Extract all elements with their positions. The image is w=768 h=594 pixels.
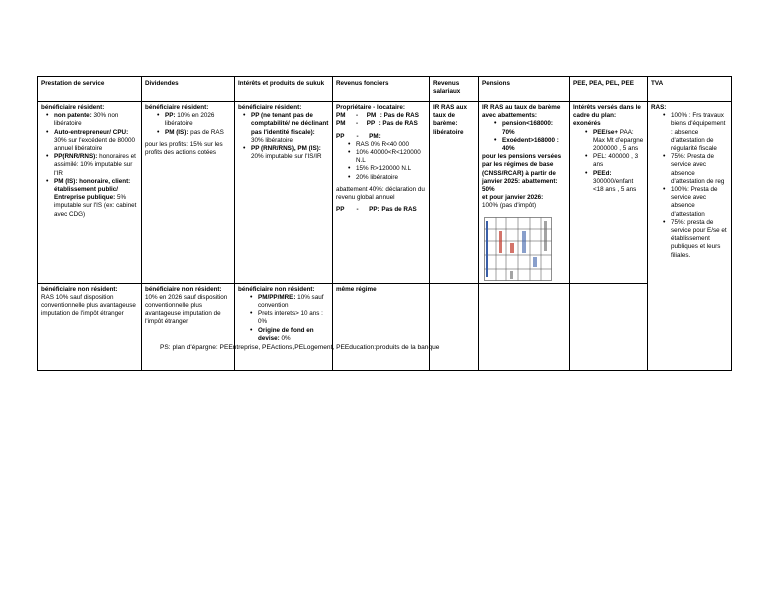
header-dividendes: Dividendes [142,77,235,102]
cell-title: bénéficiaire non résident: [145,285,222,293]
cell-interets-resident [235,102,333,284]
cell-title: Intérêts versés dans le cadre du plan: exonérés [573,104,641,128]
tax-table [37,76,732,371]
cell-title: bénéficiaire résident: [145,104,209,111]
cell-interets-nonresident [235,283,333,370]
list-item: • non patente: 30% non libératoire [54,112,138,128]
embedded-table-graphic [484,217,552,281]
list-item: • PP (RNR/RNS), PM (IS): 20% imputable sur l'IS/IR [251,145,329,161]
cell-salariaux-nonresident [430,283,479,370]
header-tva: TVA [648,77,732,102]
cell-note: 100% (pas d'impôt) [482,202,537,210]
resident-row [38,102,732,284]
cell-title: bénéficiaire résident: [41,104,105,111]
cell-note: abattement 40%: déclaration du revenu global annuel [336,185,425,202]
cell-note: pour les profits: 15% sur les profits des actions cotées [145,140,223,157]
cell-prestation-resident [38,102,142,284]
cell-title: bénéficiaire non résident: [41,285,118,293]
header-salariaux: Revenus salariaux [430,77,479,102]
list-item: • PEL: 400000 , 3 ans [593,153,644,169]
list-item: • 100% : Frs travaux biens d'équipement : absence d'attestation de régularité fiscale [671,112,728,153]
cell-title: bénéficiaire non résident: [238,285,315,293]
list-item: • PM (IS): honoraire, client: établissement public/ Entreprise publique: 5% imputable sur l'IS (ex: cabinet avec CDG) [54,178,138,219]
cell-dividendes-nonresident [142,283,235,370]
cell-title: IR RAS au taux de barème avec abattements: [482,104,561,120]
cell-title: même régime [336,285,377,293]
cell-text: RAS 10% sauf disposition conventionnelle plus avantageuse imputation de l'impôt étranger [41,293,136,318]
cell-prestation-nonresident [38,283,142,370]
list-item: • PP(RNR/RNS): honoraires et assimilé: 10% imputable sur l'IR [54,153,138,178]
cell-pee-resident [570,102,648,284]
list-item: • 15% R>120000 N.L [356,165,426,173]
header-prestation: Prestation de service [38,77,142,102]
list-item: • PM (IS): pas de RAS [165,129,231,137]
cell-fonciers-resident [333,102,430,284]
cell-title: IR RAS aux taux de barème: libératoire [433,104,467,136]
cell-note: pour les pensions versées par les régimes de base (CNSS/RCAR) à partir de janvier 2025: abattement: 50% [482,153,562,194]
cell-line: PM - PM : Pas de RAS [336,112,419,120]
header-fonciers: Revenus fonciers [333,77,430,102]
embedded-table-image [484,217,552,281]
list-item: • pension<168000: 70% [502,120,566,136]
list-item: • RAS 0% R<40 000 [356,141,426,149]
list-item: • 75%: presta de service pour E/se et établissement publiques et leurs filiales. [671,219,728,260]
cell-text: 10% en 2026 sauf disposition conventionnelle plus avantageuse imputation de l'impôt étranger [145,293,228,326]
footnote: PS: plan d'épargne: PEEntreprise, PEActions,PELogement, PEEducation:produits de la banque [160,344,440,351]
header-pensions: Pensions [479,77,570,102]
cell-note: et pour janvier 2026: [482,194,544,202]
list-item: • Exoédent>168000 : 40% [502,137,566,153]
list-item: • 10% 40000<R<120000 N.L [356,149,426,165]
cell-title: RAS: [651,104,667,111]
cell-fonciers-nonresident [333,283,430,370]
list-item: • PEE/se+ PAA: Max Mt d'epargne 2000000 , 5 ans [593,129,644,154]
list-item: • PEEd: 300000/enfant <18 ans , 5 ans [593,170,644,195]
list-item: • 100%: Presta de service avec absence d'attestation [671,186,728,219]
list-item: • Prets interets> 10 ans : 0% [258,310,329,326]
list-item: • PP: 10% en 2026 libératoire [165,112,231,128]
cell-title: bénéficiaire résident: [238,104,302,111]
header-row [38,77,732,102]
list-item: • Origine de fond en devise: 0% [258,327,329,343]
cell-dividendes-resident [142,102,235,284]
header-interets: Intérêts et produits de sukuk [235,77,333,102]
list-item: • PP (ne tenant pas de comptabilité/ ne déclinant pas l'identité fiscale): 30% libératoire [251,112,329,145]
cell-salariaux-resident [430,102,479,284]
cell-tva-resident [648,102,732,371]
header-pee: PEE, PEA, PEL, PEE [570,77,648,102]
list-item: • 20% libératoire [356,174,426,182]
cell-line: PM - PP : Pas de RAS [336,120,418,128]
nonresident-row [38,283,732,370]
cell-line: PP - PP: Pas de RAS [336,206,417,214]
cell-pensions-nonresident [479,283,570,370]
cell-pensions-resident [479,102,570,284]
list-item: • PM/PP/MRE: 10% sauf convention [258,294,329,310]
cell-title: Propriétaire - locataire: [336,104,405,111]
list-item: • 75%: Presta de service avec absence d'attestation de reg [671,153,728,186]
cell-line: PP - PM: [336,132,381,140]
cell-pee-nonresident [570,283,648,370]
list-item: • Auto-entrepreneur/ CPU: 30% sur l'excédent de 80000 annuel libératoire [54,129,138,154]
